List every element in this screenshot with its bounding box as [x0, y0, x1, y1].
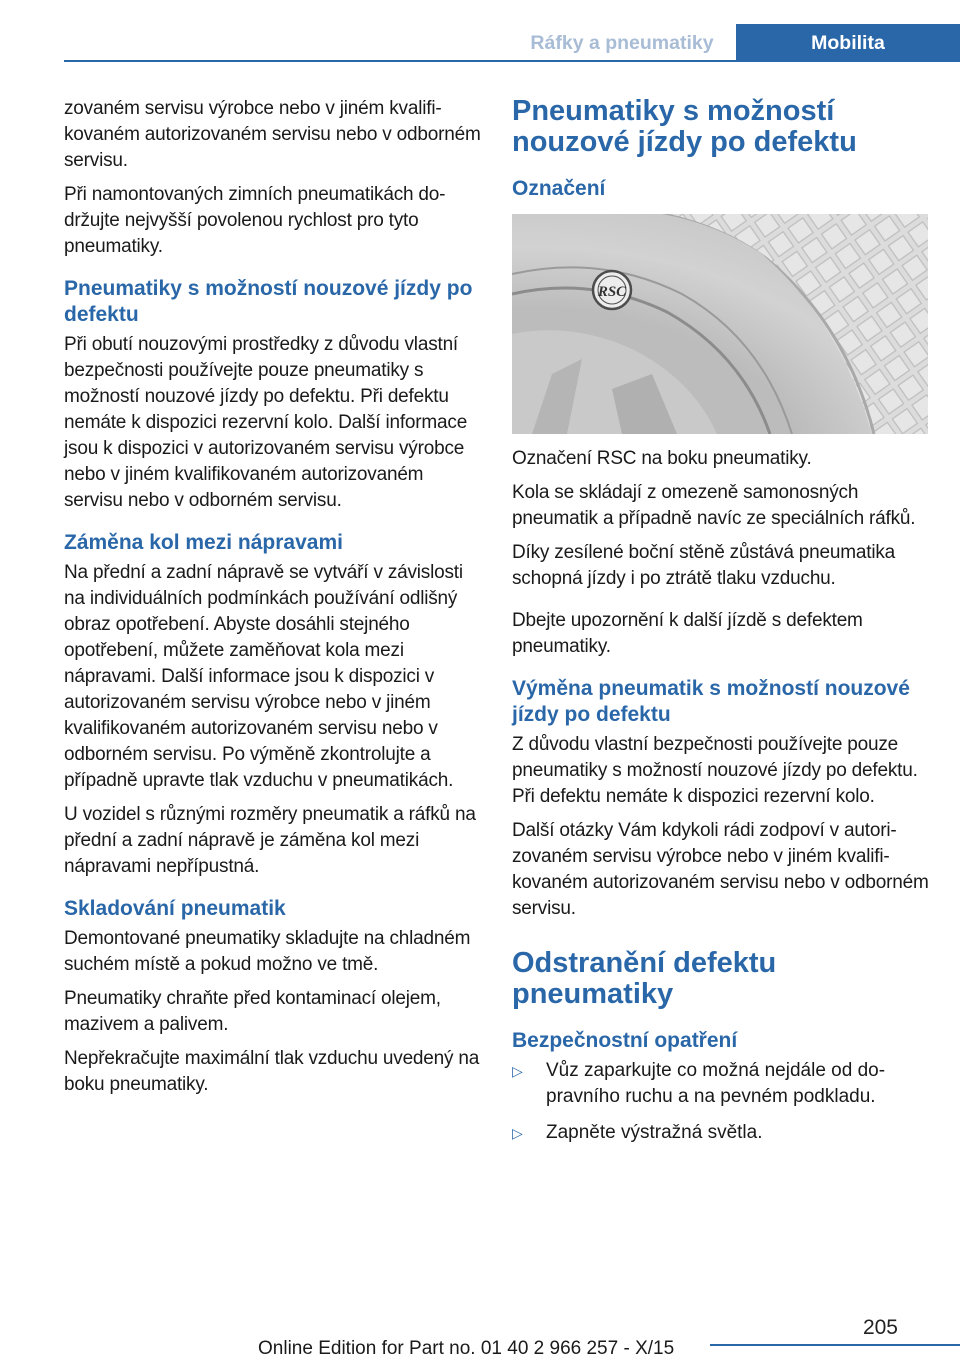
list-item [512, 1058, 932, 1110]
heading-safety-measures: Bezpečnostní opatření [512, 1029, 738, 1052]
footer-divider [710, 1344, 960, 1346]
edition-footer-text: Online Edition for Part no. 01 40 2 966 257 - X/15 [258, 1338, 675, 1359]
page-number: 205 [862, 1316, 898, 1339]
list-item-text: Zapněte výstražná světla. [546, 1122, 763, 1143]
rsc-logo-text: RSC [597, 284, 627, 300]
section-tab[interactable]: Ráfky a pneumatiky [530, 32, 714, 54]
paragraph-replacement-1: Z důvodu vlastní bezpečnosti používejte pouze pneumatiky s možností nouzové jízdy po defektu. Při defektu nemáte k dispozici rezervní kolo. [512, 734, 918, 807]
triangle-bullet-icon: ▷ [512, 1125, 523, 1141]
triangle-bullet-icon: ▷ [512, 1063, 523, 1079]
list-item-text: Vůz zaparkujte co možná nejdále od dopravního ruchu a na pevném podkladu. [546, 1060, 886, 1107]
paragraph-storage-3: Nepřekračujte maximální tlak vzduchu uvedený na boku pneumatiky. [64, 1048, 480, 1095]
chapter-tab[interactable]: Mobilita [736, 24, 960, 62]
heading-runflat-tires: Pneumatiky s možností nouzové jízdy po defektu [64, 277, 473, 326]
header-divider [64, 60, 960, 62]
paragraph-runflat: Při obutí nouzovými prostředky z důvodu vlastní bezpečnosti používejte pouze pneumatiky s možností nouzové jízdy po defektu. Při defektu nemáte k dispozici rezervní kolo. Další informace jsou k dispozici v autorizovaném servisu výrobce nebo v jiném kvalifikovaném autorizovaném servisu nebo v odborném servisu. [64, 334, 468, 511]
rsc-tire-illustration [512, 214, 928, 434]
list-item [512, 1120, 932, 1146]
paragraph-marking-1: Označení RSC na boku pneumatiky. [512, 448, 812, 469]
paragraph-intro-2: Při namontovaných zimních pneumatikách dodržujte nejvyšší povolenou rychlost pro tyto pneumatiky. [64, 184, 446, 257]
paragraph-storage-1: Demontované pneumatiky skladujte na chladném suchém místě a pokud možno ve tmě. [64, 928, 471, 975]
heading-tire-storage: Skladování pneumatik [64, 897, 286, 920]
heading-wheel-swap: Záměna kol mezi nápravami [64, 531, 343, 554]
paragraph-storage-2: Pneumatiky chraňte před kontaminací olejem, mazivem a palivem. [64, 988, 441, 1035]
paragraph-marking-2: Kola se skládají z omezeně samonosných pneumatik a případně navíc ze speciálních ráfků. [512, 482, 916, 529]
page-header [0, 0, 960, 62]
paragraph-marking-3: Díky zesílené boční stěně zůstává pneumatika schopná jízdy i po ztrátě tlaku vzduchu. [512, 542, 896, 589]
paragraph-wheel-swap-1: Na přední a zadní nápravě se vytváří v závislosti na individuálních podmínkách používání odlišný obraz opotřebení. Abyste dosáhli stejného opotřebení, můžete zaměňovat kola mezi nápravami. Další informace jsou k dispozici v autorizovaném servisu výrobce nebo v jiném kvalifikovaném autorizovaném servisu nebo v odborném servisu. Po výměně zkontrolujte a případně upravte tlak vzduchu v pneumatikách. [64, 562, 463, 791]
paragraph-replacement-2: Další otázky Vám kdykoli rádi zodpoví v autorizovaném servisu výrobce nebo v jiném kvalifikovaném autorizovaném servisu nebo v odborném servisu. [512, 820, 929, 919]
paragraph-intro-1: zovaném servisu výrobce nebo v jiném kvalifikovaném autorizovaném servisu nebo v odborném servisu. [64, 98, 481, 171]
heading-marking: Označení [512, 177, 606, 200]
heading-tire-replacement: Výměna pneumatik s možností nouzové jízdy po defektu [512, 677, 910, 726]
paragraph-wheel-swap-2: U vozidel s různými rozměry pneumatik a ráfků na přední a zadní nápravě je záměna kol mezi nápravami nepřípustná. [64, 804, 476, 877]
paragraph-marking-4: Dbejte upozornění k další jízdě s defektem pneumatiky. [512, 610, 863, 657]
heading-runflat-section: Pneumatiky s možností nouzové jízdy po defektu [512, 95, 857, 158]
left-column [64, 96, 484, 1106]
safety-list [512, 1058, 932, 1146]
heading-repair-section: Odstranění defektu pneumatiky [512, 947, 777, 1010]
right-column [512, 96, 932, 1156]
